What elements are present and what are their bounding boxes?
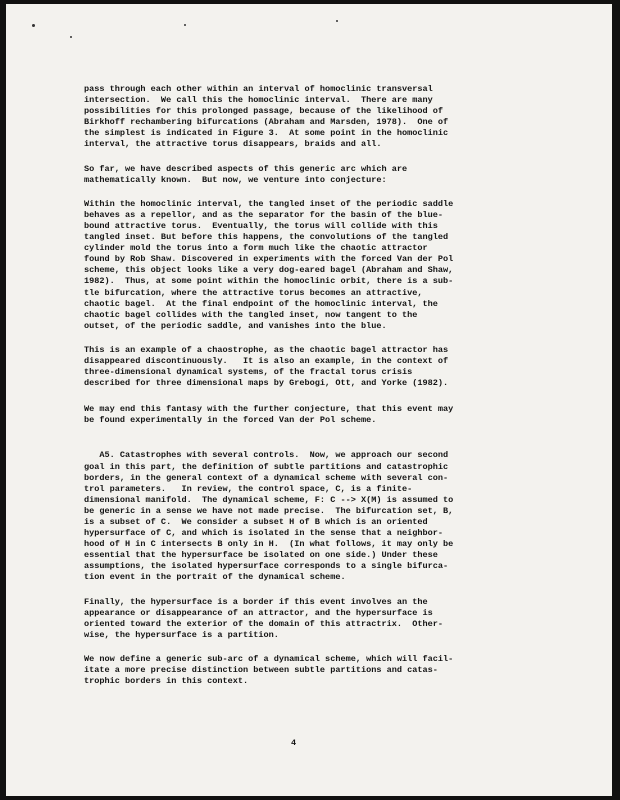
paragraph-homoclinic-interval: pass through each other within an interval of homoclinic transversal intersection. We call this the homoclinic interval. There are many possibilities for this prolonged passage, because of the likelihood of Birkhoff rechambering bifurcations (Abraham and Marsden, 1978). One of the simplest is indicated in Figure 3. At some point in the homoclinic interval, the attractive torus disappears, braids and all. [84,84,449,150]
paragraph-chaostrophe: This is an example of a chaostrophe, as the chaotic bagel attractor has disappeared discontinuously. It is also an example, in the context of three-dimensional dynamical systems, of the fractal torus crisis described for three dimensional maps by Grebogi, Ott, and Yorke (1982). [84,344,449,389]
dust-speck [336,20,338,22]
dust-speck [184,24,186,26]
page-number: 4 [291,738,297,748]
paragraph-conjecture-intro: So far, we have described aspects of this generic arc which are mathematically known. But now, we venture into conjecture: [84,163,408,185]
paragraph-fantasy: We may end this fantasy with the further conjecture, that this event may be found experimentally in the forced Van der Pol scheme. [84,404,454,426]
dust-speck [32,24,35,27]
paragraph-section-a5: A5. Catastrophes with several controls. Now, we approach our second goal in this part, the definition of subtle partitions and catastrophic borders, in the general context of a dynamical scheme with several con- trol parameters. In review, the control space, C, is a finite- dimensional manifold. The dynamical scheme, F: C --> X(M) is assumed to be generic in a sense we have not made precise. The bifurcation set, B, is a subset of C. We consider a subset H of B which is an oriented hypersurface of C, and which is isolated in the sense that a neighbor- hood of H in C intersects B only in H. (In what follows, it may only be essential that the hypersurface be isolated on one side.) Under these assumptions, the isolated hypersurface corresponds to a single bifurca- tion event in the portrait of the dynamical scheme. [84,450,454,583]
paragraph-generic-sub-arc: We now define a generic sub-arc of a dynamical scheme, which will facil- itate a more precise distinction between subtle partitions and catas- trophic borders in this context. [84,653,454,687]
paragraph-border-partition: Finally, the hypersurface is a border if this event involves an the appearance or disappearance of an attractor, and the hypersurface is oriented toward the exterior of the domain of this attractrix. Other- wise, the hypersurface is a partition. [84,596,444,640]
paragraph-tangled-inset: Within the homoclinic interval, the tangled inset of the periodic saddle behaves as a repellor, and as the separator for the basin of the blue- bound attractive torus. Eventually, the torus will collide with this tangled inset. But before this happens, the convolutions of the tangled cylinder mold the torus into a form much like the chaotic attractor found by Rob Shaw. Discovered in experiments with the forced Van der Pol scheme, this object looks like a very dog-eared bagel (Abraham and Shaw, 1982). Thus, at some point within the homoclinic orbit, there is a sub- tle bifurcation, where the attractive torus becomes an attractive, chaotic bagel. At the final endpoint of the homoclinic interval, the chaotic bagel collides with the tangled inset, now tangent to the outset, of the periodic saddle, and vanishes into the blue. [84,198,454,331]
document-page [6,4,612,796]
body-text [84,84,516,687]
dust-speck [70,36,72,38]
